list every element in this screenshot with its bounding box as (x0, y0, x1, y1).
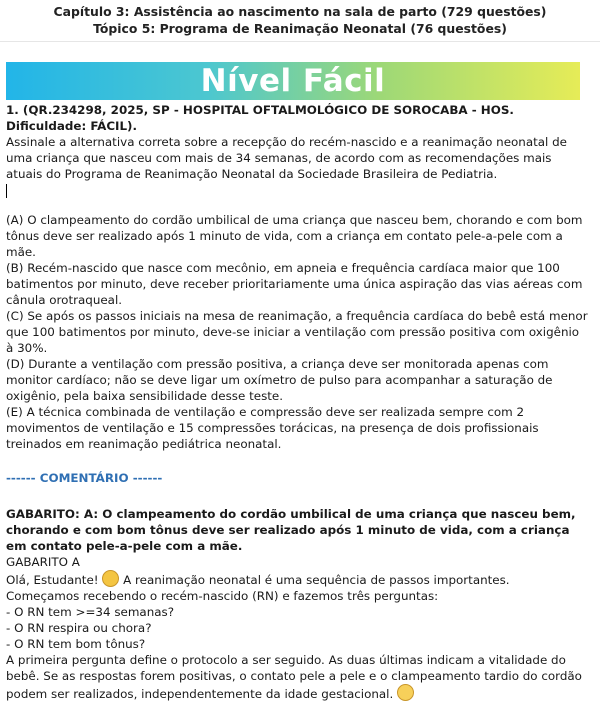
intro-text: Começamos recebendo o recém-nascido (RN) e fazemos três perguntas: (6, 589, 439, 603)
option-a: (A) O clampeamento do cordão umbilical de uma criança que nasceu bem, chorando e com bom tônus deve ser realizado após 1 minuto de vida, com a criança em contato pele-a-pele com a mãe. (6, 213, 583, 259)
rn-question-3: - O RN tem bom tônus? (6, 637, 146, 651)
option-e: (E) A técnica combinada de ventilação e compressão deve ser realizada sempre com 2 movimentos de ventilação e 15 compressões torácicas, na presença de dois profissionais treinados em reanimação pediátrica neonatal. (6, 405, 539, 451)
smiling-face-icon (397, 684, 414, 701)
spacer (6, 198, 590, 212)
rn-question-1: - O RN tem >=34 semanas? (6, 605, 175, 619)
topic-title: Tópico 5: Programa de Reanimação Neonatal (76 questões) (93, 21, 507, 36)
option-d: (D) Durante a ventilação com pressão positiva, a criança deve ser monitorada apenas com monitor cardíaco; não se deve ligar um oxímetro de pulso para acompanhar a saturação de oxigênio, pela baixa sensibilidade desse teste. (6, 357, 553, 403)
page-header (0, 0, 600, 37)
comment-heading: ------ COMENTÁRIO ------ (6, 471, 163, 485)
header-divider (0, 41, 600, 42)
question-title: 1. (QR.234298, 2025, SP - HOSPITAL OFTALMOLÓGICO DE SOROCABA - HOS. Dificuldade: FÁCIL). (6, 103, 514, 133)
gabarito-short: GABARITO A (6, 555, 80, 569)
gabarito-statement: GABARITO: A: O clampeamento do cordão umbilical de uma criança que nasceu bem, chorando e com bom tônus deve ser realizado após 1 minuto de vida, com a criança em contato pele-a-pele com a mãe. (6, 507, 576, 553)
question-stem: Assinale a alternativa correta sobre a recepção do recém-nascido e a reanimação neonatal de uma criança que nasceu com mais de 34 semanas, de acordo com as recomendações mais atuais do Programa de Reanimação Neonatal da Sociedade Brasileira de Pediatria. (6, 135, 568, 181)
greeting-hello: Olá, Estudante! (6, 573, 99, 587)
text-cursor (6, 184, 7, 198)
rn-question-2: - O RN respira ou chora? (6, 621, 152, 635)
conclusion (6, 652, 590, 702)
option-c: (C) Se após os passos iniciais na mesa de reanimação, a frequência cardíaca do bebê está menor que 100 batimentos por minuto, deve-se iniciar a ventilação com pressão positiva com oxigênio à 30%. (6, 309, 588, 355)
difficulty-banner: Nível Fácil (6, 62, 580, 100)
question-content (6, 102, 590, 702)
clapping-hands-icon (102, 570, 119, 587)
greeting (6, 570, 590, 588)
greeting-text: A reanimação neonatal é uma sequência de passos importantes. (123, 573, 510, 587)
conclusion-text: A primeira pergunta define o protocolo a ser seguido. As duas últimas indicam a vitalidade do bebê. Se as respostas forem positivas, o contato pele a pele e o clampeamento tardio do cordão podem ser realizados, independentemente da idade gestacional. (6, 653, 582, 701)
chapter-title: Capítulo 3: Assistência ao nascimento na sala de parto (729 questões) (53, 4, 547, 19)
option-b: (B) Recém-nascido que nasce com mecônio, em apneia e frequência cardíaca maior que 100 batimentos por minuto, deve receber prioritariamente uma única aspiração das vias aéreas com cânula orotraqueal. (6, 261, 583, 307)
